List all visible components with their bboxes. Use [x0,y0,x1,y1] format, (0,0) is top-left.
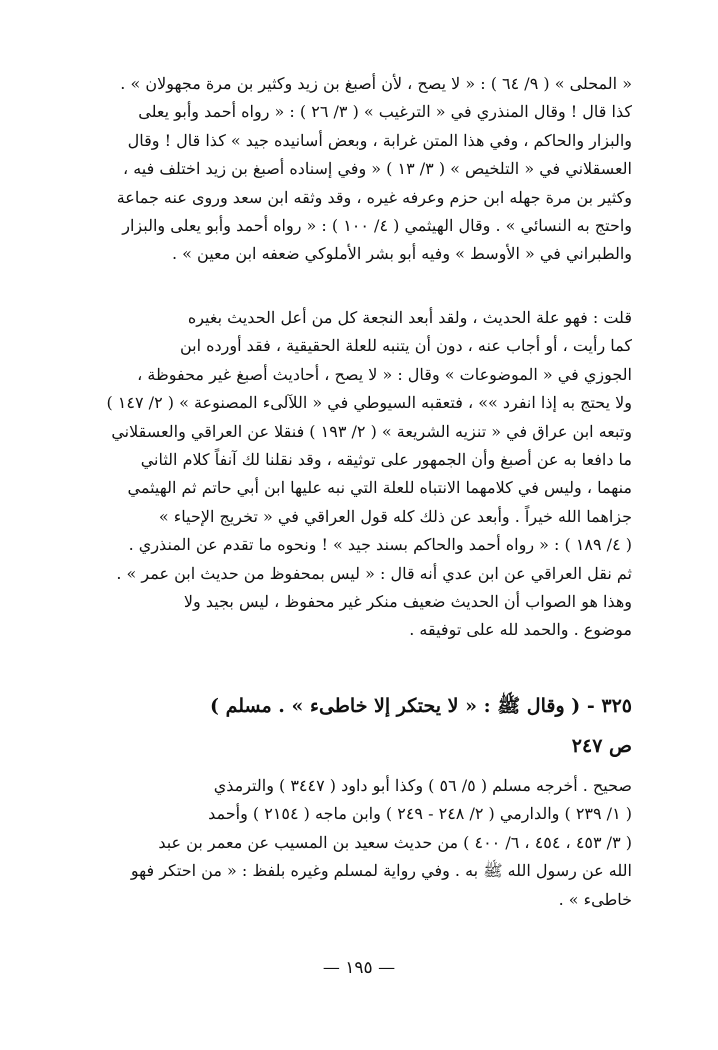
text-line: موضوع . والحمد لله على توفيقه . [409,620,632,640]
paragraph-author-comment [88,304,632,645]
text-line: خاطىء » . [558,889,632,909]
text-line: جزاهما الله خيراً . وأبعد عن ذلك كله قول العراقي في « تخريج الإحياء » [158,506,632,526]
text-line: العسقلاني في « التلخيص » ( ٣/ ١٣ ) « وفي إسناده أصبغ بن زيد اختلف فيه ، [122,159,632,179]
text-line: « المحلى » ( ٩/ ٦٤ ) : « لا يصح ، لأن أصبغ بن زيد وكثير بن مرة مجهولان » . [120,74,632,93]
text-line: كذا قال ! وقال المنذري في « الترغيب » ( ٣/ ٢٦ ) : « رواه أحمد وأبو يعلى [138,102,632,122]
paragraph-hadith-takhrij [88,772,632,914]
text-line: واحتج به النسائي » . وقال الهيثمي ( ٤/ ١٠٠ ) : « رواه أحمد وأبو يعلى والبزار [122,216,632,236]
text-line: الله عن رسول الله ﷺ به . وفي رواية لمسلم وغيره بلفظ : « من احتكر فهو [130,861,632,881]
text-line: صحيح . أخرجه مسلم ( ٥/ ٥٦ ) وكذا أبو داود ( ٣٤٤٧ ) والترمذي [213,776,632,795]
text-line: وكثير بن مرة جهله ابن حزم وعرفه غيره ، وقد وثقه ابن سعد وروى عنه جماعة [116,187,632,207]
page-number: — ١٩٥ — [322,958,396,978]
hadith-heading [88,686,632,766]
text-line: ثم نقل العراقي عن ابن عدي أنه قال : « ليس بمحفوظ من حديث ابن عمر » . [116,563,632,583]
book-page [88,64,632,1004]
text-line: كما رأيت ، أو أجاب عنه ، دون أن يتنبه للعلة الحقيقية ، فقد أورده ابن [179,336,632,356]
text-line: ( ٣/ ٤٥٣ ، ٤٥٤ ، ٦/ ٤٠٠ ) من حديث سعيد بن المسيب عن معمر بن عبد [158,832,632,852]
text-line: ولا يحتج به إذا انفرد »» ، فتعقبه السيوطي في « اللآلىء المصنوعة » ( ٢/ ١٤٧ ) [106,393,632,413]
text-line: ( ١/ ٢٣٩ ) والدارمي ( ٢/ ٢٤٨ - ٢٤٩ ) وابن ماجه ( ٢١٥٤ ) وأحمد [208,804,632,824]
text-line: الجوزي في « الموضوعات » وقال : « لا يصح ، أحاديث أصبغ غير محفوظة ، [137,364,632,384]
text-line: ( ٤/ ١٨٩ ) : « رواه أحمد والحاكم بسند جيد » ! ونحوه ما تقدم عن المنذري . [128,535,632,555]
text-line: قلت : فهو علة الحديث ، ولقد أبعد النجعة كل من أعل الحديث بغيره [187,308,632,327]
text-line: ما دافعا به عن أصبغ وأن الجمهور على توثيقه ، وقد نقلنا لك آنفاً كلام الثاني [140,450,632,470]
hadith-title: ٣٢٥ - ( وقال ﷺ : « لا يحتكر إلا خاطىء » . مسلم ) [210,695,632,717]
text-line: والبزار والحاكم ، وفي هذا المتن غرابة ، وبعض أسانيده جيد » كذا قال ! وقال [127,130,632,150]
hadith-page-reference: ص ٢٤٧ [571,735,632,757]
paragraph-takhrij-continuation [88,70,632,269]
text-line: منهما ، وليس في كلامهما الانتباه للعلة التي نبه عليها ابن أبي حاتم ثم الهيثمي [127,478,632,498]
text-line: وهذا هو الصواب أن الحديث ضعيف منكر غير محفوظ ، ليس بجيد ولا [183,592,632,612]
text-line: وتبعه ابن عراق في « تنزيه الشريعة » ( ٢/ ١٩٣ ) فنقلا عن العراقي والعسقلاني [111,421,632,441]
text-line: والطبراني في « الأوسط » وفيه أبو بشر الأملوكي ضعفه ابن معين » . [171,244,632,264]
